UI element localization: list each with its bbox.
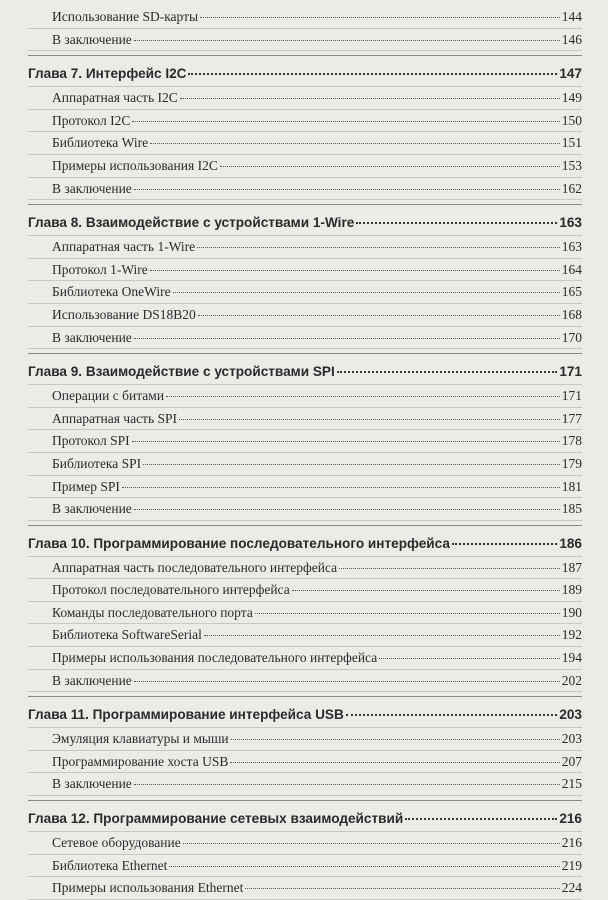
page-number: 144 bbox=[561, 9, 582, 24]
page-number: 187 bbox=[561, 559, 582, 575]
section-title: Протокол I2C bbox=[52, 112, 131, 128]
section-title: Аппаратная часть SPI bbox=[52, 410, 178, 426]
dot-leader bbox=[255, 613, 560, 614]
toc-chapter-row bbox=[28, 204, 582, 236]
page-number: 216 bbox=[561, 835, 582, 851]
toc-entry-row bbox=[28, 579, 582, 602]
dot-leader bbox=[231, 739, 560, 740]
dot-leader bbox=[166, 396, 560, 397]
toc-entry-row bbox=[28, 751, 582, 774]
toc-entry-row bbox=[28, 670, 582, 693]
toc-chapter-row bbox=[28, 696, 582, 728]
page-number: 185 bbox=[561, 501, 582, 517]
section-title: Примеры использования Ethernet bbox=[52, 880, 244, 896]
page-number: 178 bbox=[561, 433, 582, 449]
page-number: 202 bbox=[561, 672, 582, 688]
page-number: 163 bbox=[559, 215, 582, 231]
section-title: Библиотека Wire bbox=[52, 135, 149, 151]
section-title: Пример SPI bbox=[52, 478, 120, 494]
dot-leader bbox=[339, 568, 560, 569]
toc-entry-row bbox=[28, 877, 582, 900]
dot-leader bbox=[197, 247, 560, 248]
dot-leader bbox=[204, 635, 560, 636]
page-number: 194 bbox=[561, 650, 582, 666]
page-number: 177 bbox=[561, 410, 582, 426]
toc-entry-row bbox=[28, 178, 582, 201]
chapter-title: Глава 12. Программирование сетевых взаимодействий bbox=[28, 811, 404, 827]
dot-leader bbox=[245, 888, 559, 889]
page-number: 186 bbox=[559, 535, 582, 551]
dot-leader bbox=[134, 338, 560, 339]
dot-leader bbox=[405, 818, 557, 820]
dot-leader bbox=[188, 73, 557, 75]
toc-entry-row bbox=[28, 408, 582, 431]
section-title: Аппаратная часть последовательного интерфейса bbox=[52, 559, 338, 575]
section-title: Использование SD-карты bbox=[52, 9, 199, 24]
dot-leader bbox=[134, 509, 560, 510]
page-number: 164 bbox=[561, 261, 582, 277]
dot-leader bbox=[356, 222, 557, 224]
dot-leader bbox=[337, 371, 558, 373]
section-title: Операции с битами bbox=[52, 388, 165, 404]
dot-leader bbox=[452, 543, 557, 545]
toc-chapter-row bbox=[28, 525, 582, 557]
dot-leader bbox=[180, 98, 560, 99]
dot-leader bbox=[230, 762, 559, 763]
dot-leader bbox=[379, 658, 560, 659]
page-number: 147 bbox=[559, 66, 582, 82]
section-title: Команды последовательного порта bbox=[52, 604, 253, 620]
section-title: В заключение bbox=[52, 672, 132, 688]
toc-entry-row bbox=[28, 29, 582, 52]
toc-entry-row bbox=[28, 132, 582, 155]
dot-leader bbox=[169, 866, 559, 867]
page-number: 181 bbox=[561, 478, 582, 494]
dot-leader bbox=[220, 166, 560, 167]
page-number: 171 bbox=[559, 364, 582, 380]
toc-entry-row bbox=[28, 155, 582, 178]
section-title: Сетевое оборудование bbox=[52, 835, 181, 851]
toc-entry-row bbox=[28, 773, 582, 796]
toc-chapter-row bbox=[28, 800, 582, 832]
toc-entry-row bbox=[28, 281, 582, 304]
chapter-title: Глава 8. Взаимодействие с устройствами 1-Wire bbox=[28, 215, 355, 231]
page-number: 192 bbox=[561, 627, 582, 643]
page-number: 203 bbox=[561, 731, 582, 747]
section-title: Примеры использования I2C bbox=[52, 157, 218, 173]
dot-leader bbox=[132, 121, 559, 122]
dot-leader bbox=[134, 681, 560, 682]
section-title: Библиотека OneWire bbox=[52, 284, 171, 300]
section-title: Аппаратная часть 1-Wire bbox=[52, 239, 196, 255]
toc-entry-row bbox=[28, 624, 582, 647]
page-number: 163 bbox=[561, 239, 582, 255]
page-number: 153 bbox=[561, 157, 582, 173]
toc-entry-row bbox=[28, 498, 582, 521]
toc-entry-row bbox=[28, 259, 582, 282]
page-number: 224 bbox=[561, 880, 582, 896]
toc-entry-row bbox=[28, 557, 582, 580]
dot-leader bbox=[134, 189, 560, 190]
toc-entry-row bbox=[28, 327, 582, 350]
section-title: Протокол последовательного интерфейса bbox=[52, 582, 290, 598]
page-number: 151 bbox=[561, 135, 582, 151]
page-number: 170 bbox=[561, 329, 582, 345]
dot-leader bbox=[150, 270, 560, 271]
page-number: 165 bbox=[561, 284, 582, 300]
section-title: Аппаратная часть I2C bbox=[52, 90, 178, 106]
dot-leader bbox=[200, 17, 560, 18]
page-number: 207 bbox=[561, 753, 582, 769]
toc-entry-row bbox=[28, 6, 582, 29]
page-number: 162 bbox=[561, 180, 582, 196]
chapter-title: Глава 11. Программирование интерфейса USB bbox=[28, 707, 344, 723]
dot-leader bbox=[198, 315, 560, 316]
section-title: В заключение bbox=[52, 329, 132, 345]
section-title: В заключение bbox=[52, 776, 132, 792]
toc-entry-row bbox=[28, 87, 582, 110]
page-number: 149 bbox=[561, 90, 582, 106]
section-title: Протокол SPI bbox=[52, 433, 130, 449]
dot-leader bbox=[143, 464, 560, 465]
page-number: 168 bbox=[561, 306, 582, 322]
toc-entry-row bbox=[28, 110, 582, 133]
chapter-title: Глава 7. Интерфейс I2C bbox=[28, 66, 187, 82]
section-title: Библиотека SPI bbox=[52, 455, 142, 471]
section-title: Эмуляция клавиатуры и мыши bbox=[52, 731, 229, 747]
section-title: В заключение bbox=[52, 180, 132, 196]
page-number: 179 bbox=[561, 455, 582, 471]
page-number: 190 bbox=[561, 604, 582, 620]
page-number: 189 bbox=[561, 582, 582, 598]
dot-leader bbox=[134, 784, 560, 785]
chapter-title: Глава 10. Программирование последовательного интерфейса bbox=[28, 535, 450, 551]
section-title: В заключение bbox=[52, 31, 132, 47]
section-title: Программирование хоста USB bbox=[52, 753, 229, 769]
toc-chapter-row bbox=[28, 55, 582, 87]
section-title: Библиотека SoftwareSerial bbox=[52, 627, 202, 643]
chapter-title: Глава 9. Взаимодействие с устройствами SPI bbox=[28, 364, 335, 380]
section-title: В заключение bbox=[52, 501, 132, 517]
toc-entry-row bbox=[28, 476, 582, 499]
toc-chapter-row bbox=[28, 353, 582, 385]
toc-entry-row bbox=[28, 304, 582, 327]
dot-leader bbox=[292, 590, 560, 591]
toc-entry-row bbox=[28, 430, 582, 453]
page-number: 146 bbox=[561, 31, 582, 47]
table-of-contents bbox=[28, 6, 588, 900]
toc-entry-row bbox=[28, 647, 582, 670]
toc-entry-row bbox=[28, 453, 582, 476]
section-title: Протокол 1-Wire bbox=[52, 261, 148, 277]
section-title: Использование DS18B20 bbox=[52, 306, 196, 322]
dot-leader bbox=[134, 40, 560, 41]
page-number: 216 bbox=[559, 811, 582, 827]
dot-leader bbox=[179, 419, 560, 420]
page-number: 171 bbox=[561, 388, 582, 404]
dot-leader bbox=[132, 441, 560, 442]
section-title: Библиотека Ethernet bbox=[52, 857, 168, 873]
dot-leader bbox=[122, 487, 560, 488]
toc-entry-row bbox=[28, 602, 582, 625]
dot-leader bbox=[346, 714, 558, 716]
page-number: 219 bbox=[561, 857, 582, 873]
toc-entry-row bbox=[28, 855, 582, 878]
dot-leader bbox=[173, 292, 560, 293]
section-title: Примеры использования последовательного интерфейса bbox=[52, 650, 378, 666]
dot-leader bbox=[150, 143, 560, 144]
page-number: 203 bbox=[559, 707, 582, 723]
page-number: 215 bbox=[561, 776, 582, 792]
page-number: 150 bbox=[561, 112, 582, 128]
